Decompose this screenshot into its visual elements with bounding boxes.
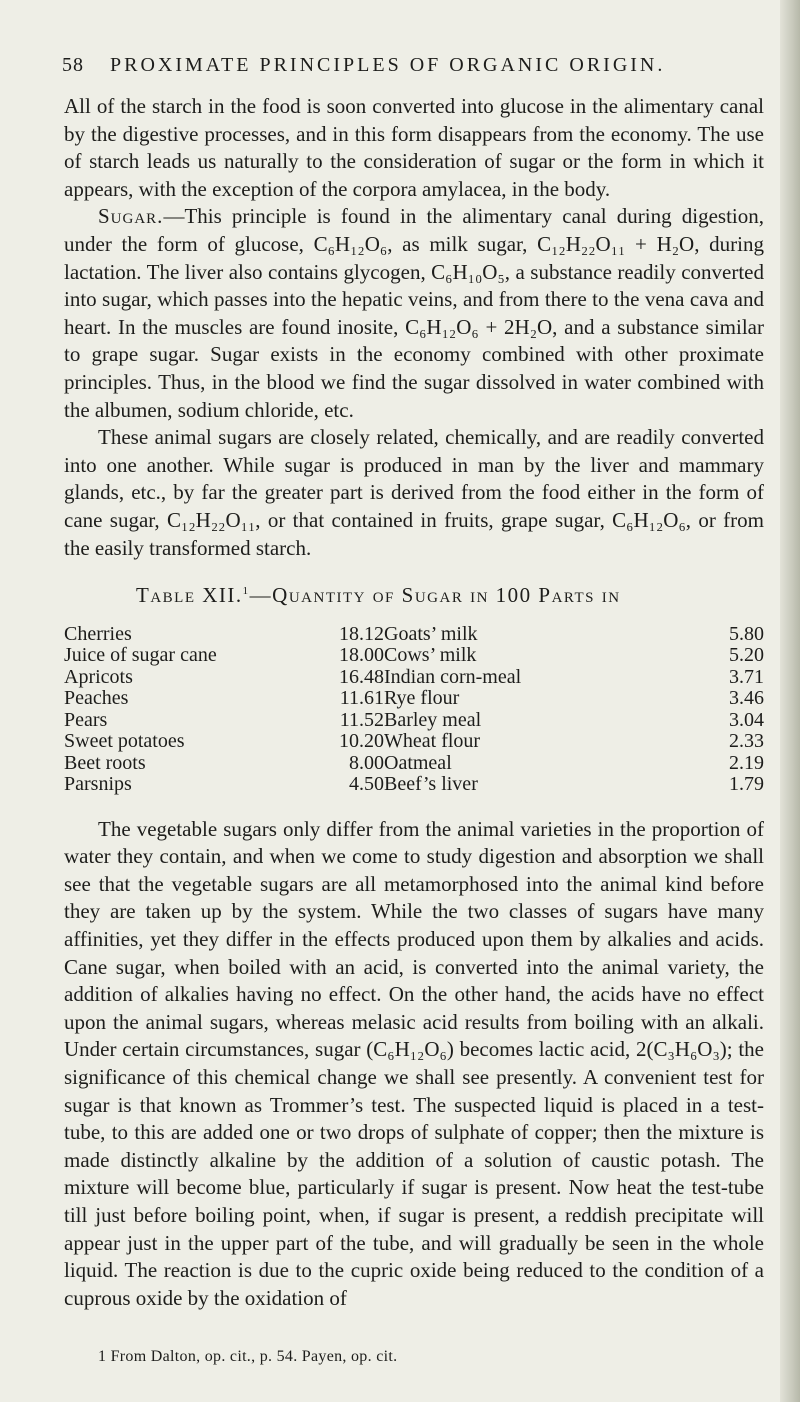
table-cell-right-item: Cows’ milk [384, 644, 477, 667]
table-cell-left-item: Pears [64, 708, 108, 731]
table-cell-left-value: 11.61 [339, 687, 384, 710]
table-row [64, 774, 764, 796]
table-cell-right-item: Goats’ milk [384, 622, 478, 645]
sugar-table [64, 624, 764, 796]
table-cell-right-item: Rye flour [384, 687, 460, 710]
table-row [64, 731, 764, 753]
footnote: 1 From Dalton, op. cit., p. 54. Payen, op. cit. [98, 1348, 398, 1366]
table-cell-left-item: Peaches [64, 687, 129, 710]
table-cell-left-item: Cherries [64, 622, 132, 645]
running-header [62, 54, 764, 77]
table-row [64, 667, 764, 689]
table-cell-left-value: 10.20 [339, 730, 384, 753]
page-number: 58 [62, 54, 84, 76]
paragraph-sugar-text: —This principle is found in the alimentary canal during digestion, under the form of glucose, C₆H₁₂O₆, as milk sugar, C₁₂H₂₂O₁₁ + H₂O, during lactation. The liver also contains glycogen, C₆H₁₀O₅, a substance readily converted into sugar, which passes into the hepatic veins, and from there to the vena cava and heart. In the muscles are found inosite, C₆H₁₂O₆ + 2H₂O, and a substance similar to grape sugar. Sugar exists in the economy combined with other proximate principles. Thus, in the blood we find the sugar dissolved in water combined with the albumen, sodium chloride, etc. [64, 204, 764, 422]
table-cell-right-value: 5.80 [729, 622, 764, 645]
table-cell-right-value: 2.19 [729, 751, 764, 774]
paragraph-sugar [64, 203, 764, 424]
table-cell-left-value: 11.52 [339, 708, 384, 731]
table-cell-left-item: Apricots [64, 665, 133, 688]
table-cell-right-item: Wheat flour [384, 730, 481, 753]
table-cell-right-item: Barley meal [384, 708, 482, 731]
table-cell-right-value: 3.71 [729, 665, 764, 688]
page-edge-shadow [780, 0, 800, 1402]
footnote-ref: 1 [242, 585, 250, 598]
table-row [64, 645, 764, 667]
table-cell-left-value: 18.00 [339, 644, 384, 667]
book-page [64, 54, 764, 1366]
table-cell-right-value: 1.79 [729, 773, 764, 796]
table-caption [136, 578, 764, 610]
table-cell-right-item: Beef’s liver [384, 773, 478, 796]
table-cell-left-item: Beet roots [64, 751, 146, 774]
table-cell-right-value: 3.46 [729, 687, 764, 710]
table-caption-main: Table XII. [136, 583, 243, 608]
table-row [64, 688, 764, 710]
table-caption-rest: —Quantity of Sugar in 100 Parts in [249, 583, 621, 608]
table-cell-left-item: Sweet potatoes [64, 730, 185, 753]
table-cell-left-value: 8.00 [349, 751, 384, 774]
table-cell-left-value: 16.48 [339, 665, 384, 688]
table-cell-left-value: 4.50 [349, 773, 384, 796]
table-cell-left-item: Parsnips [64, 773, 132, 796]
table-cell-right-value: 2.33 [729, 730, 764, 753]
paragraph-animal-sugars: These animal sugars are closely related, chemically, and are readily converted into one another. While sugar is produced in man by the liver and mammary glands, etc., by far the greater part is derived from the food either in the form of cane sugar, C₁₂H₂₂O₁₁, or that contained in fruits, grape sugar, C₆H₁₂O₆, or from the easily transformed starch. [64, 425, 764, 560]
table-row [64, 624, 764, 646]
section-heading-sugar: Sugar. [98, 204, 164, 229]
table-cell-right-item: Indian corn-meal [384, 665, 522, 688]
paragraph-starch: All of the starch in the food is soon converted into glucose in the alimentary canal by the digestive processes, and in this form disappears from the economy. The use of starch leads us naturally to the consideration of sugar or the form in which it appears, with the exception of the corpora amylacea, in the body. [64, 94, 764, 201]
paragraph-vegetable-sugars: The vegetable sugars only differ from the animal varieties in the proportion of water they contain, and when we come to study digestion and absorption we shall see that the vegetable sugars are all metamorphosed into the animal kind before they are taken up by the system. While the two classes of sugars have many affinities, yet they differ in the effects produced upon them by alkalies and acids. Cane sugar, when boiled with an acid, is converted into the animal variety, the addition of alkalies having no effect. On the other hand, the acids have no effect upon the animal sugars, whereas melasic acid results from boiling with an alkali. Under certain circumstances, sugar (C₆H₁₂O₆) becomes lactic acid, 2(C₃H₆O₃); the significance of this chemical change we shall see presently. A convenient test for sugar is that known as Trommer’s test. The suspected liquid is placed in a test-tube, to this are added one or two drops of sulphate of copper; then the mixture is made distinctly alkaline by the addition of a solution of caustic potash. The mixture will become blue, particularly if sugar is present. Now heat the test-tube till just before boiling point, when, if sugar is present, a reddish precipitate will appear just in the upper part of the tube, and will gradually be seen in the whole liquid. The reaction is due to the cupric oxide being reduced to the condition of a cuprous oxide by the oxidation of [64, 816, 764, 1310]
table-row [64, 710, 764, 732]
table-cell-right-value: 3.04 [729, 708, 764, 731]
table-row [64, 753, 764, 775]
table-cell-right-item: Oatmeal [384, 751, 452, 774]
table-cell-right-value: 5.20 [729, 644, 764, 667]
table-cell-left-value: 18.12 [339, 622, 384, 645]
running-title: PROXIMATE PRINCIPLES OF ORGANIC ORIGIN. [110, 54, 666, 76]
table-cell-left-item: Juice of sugar cane [64, 644, 217, 667]
